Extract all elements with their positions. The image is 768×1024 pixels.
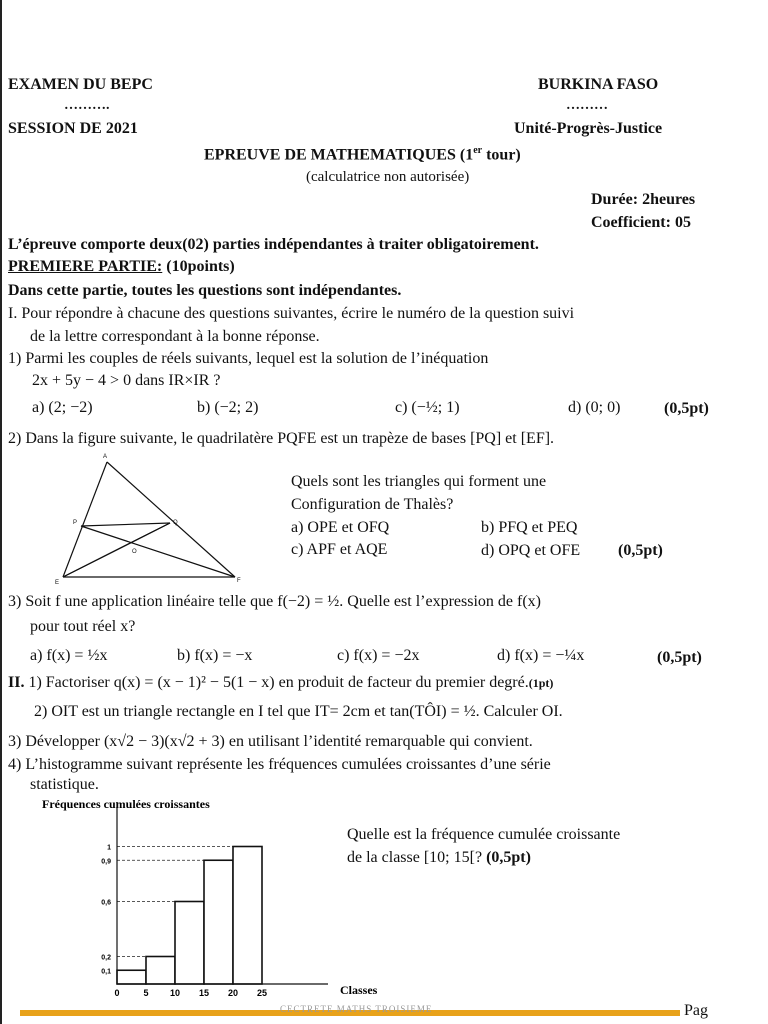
instruction-line-2: de la lettre correspondant à la bonne réponse. [30,328,320,345]
q2-points: (0,5pt) [618,542,663,559]
histogram-question-2: de la classe [10; 15[? (0,5pt) [347,849,531,866]
ii-question-3: 3) Développer (x√2 − 3)(x√2 + 3) en utilisant l’identité remarquable qui convient. [8,733,533,750]
country-motto: Unité-Progrès-Justice [514,120,663,137]
session-label: SESSION DE 2021 [8,120,138,137]
page-label: Pag [684,1002,708,1019]
label-e: E [55,580,60,586]
ii-question-4-line-2: statistique. [30,776,99,793]
histogram-question-1: Quelle est la fréquence cumulée croissante [347,826,621,843]
page-left-edge [0,0,2,1024]
y-tick-label-4: 1 [107,844,111,852]
q1-option-a: a) (2; −2) [32,399,93,416]
country-name: BURKINA FASO [538,76,659,93]
calculator-note: (calculatrice non autorisée) [306,169,470,185]
q3-option-a: a) f(x) = ½x [30,647,108,664]
exam-title: EXAMEN DU BEPC [8,76,153,93]
x-tick-label-4: 20 [227,988,239,998]
exam-structure-note: L’épreuve comporte deux(02) parties indépendantes à traiter obligatoirement. [8,236,539,253]
thales-figure [55,450,265,590]
independence-note: Dans cette partie, toutes les questions sont indépendantes. [8,282,402,299]
histogram-bar-0 [117,970,146,984]
q2-option-d: d) OPQ et OFE [481,542,581,559]
y-tick-label-3: 0,9 [101,858,111,866]
y-tick-label-0: 0,1 [101,968,111,976]
q2-option-c: c) APF et AQE [291,541,388,558]
q2-question-1: Quels sont les triangles qui forment une [291,473,547,490]
label-a: A [103,454,108,460]
part-one-heading: PREMIERE PARTIE: (10points) [8,258,235,275]
segment-ae [63,462,107,577]
label-q: Q [173,520,178,526]
q1-inequation: 2x + 5y − 4 > 0 dans IR×IR ? [32,372,221,389]
q1-option-d: d) (0; 0) [568,399,621,416]
histogram-bar-1 [146,957,175,985]
ii-question-1: II. 1) Factoriser q(x) = (x − 1)² − 5(1 − x) en produit de facteur du premier degré.(1pt) [8,674,554,691]
y-tick-label-2: 0,6 [101,899,111,907]
exam-coefficient: Coefficient: 05 [591,214,691,231]
x-tick-label-1: 5 [143,988,149,998]
exam-duration: Durée: 2heures [591,191,696,208]
q3-line-1: 3) Soit f une application linéaire telle que f(−2) = ½. Quelle est l’expression de f(x) [8,593,541,610]
histogram-title: Fréquences cumulées croissantes [42,797,210,811]
histogram-chart [20,794,378,1010]
label-o: O [132,549,137,555]
q2-text: 2) Dans la figure suivante, le quadrilatère PQFE est un trapèze de bases [PQ] et [EF]. [8,430,555,447]
histogram-bar-2 [175,902,204,985]
q3-line-2: pour tout réel x? [30,618,136,635]
q3-points: (0,5pt) [657,649,702,666]
q2-option-b: b) PFQ et PEQ [481,519,578,536]
right-dots: ……… [566,98,608,113]
ii-question-2: 2) OIT est un triangle rectangle en I tel que IT= 2cm et tan(TÔI) = ½. Calculer OI. [34,703,563,720]
segment-af [107,462,235,577]
label-p: P [73,520,78,526]
q2-question-2: Configuration de Thalès? [291,496,454,513]
q1-points: (0,5pt) [664,400,709,417]
q3-option-c: c) f(x) = −2x [337,647,420,664]
x-tick-label-2: 10 [169,988,181,998]
y-tick-label-1: 0,2 [101,954,111,962]
histogram-bar-3 [204,860,233,984]
epreuve-title: EPREUVE DE MATHEMATIQUES (1er tour) [204,145,521,164]
histogram-bar-4 [233,847,262,985]
q1-text: 1) Parmi les couples de réels suivants, lequel est la solution de l’inéquation [8,350,489,367]
q2-option-a: a) OPE et OFQ [291,519,390,536]
ii-question-4-line-1: 4) L’histogramme suivant représente les fréquences cumulées croissantes d’une série [8,756,551,773]
left-dots: ………. [64,98,110,113]
x-tick-label-5: 25 [256,988,268,998]
label-f: F [237,578,241,584]
q1-option-c: c) (−½; 1) [395,399,460,416]
x-tick-label-0: 0 [114,988,120,998]
x-tick-label-3: 15 [198,988,210,998]
q3-option-b: b) f(x) = −x [177,647,253,664]
q1-option-b: b) (−2; 2) [197,399,259,416]
instruction-line-1: I. Pour répondre à chacune des questions suivantes, écrire le numéro de la question suivi [8,305,575,322]
segment-pf [81,526,235,577]
histogram-xlabel: Classes [340,983,378,997]
footer-watermark: CECTRETE MATHS TROISIEME [280,1004,433,1014]
q3-option-d: d) f(x) = −¼x [497,647,585,664]
segment-pq [81,523,170,526]
